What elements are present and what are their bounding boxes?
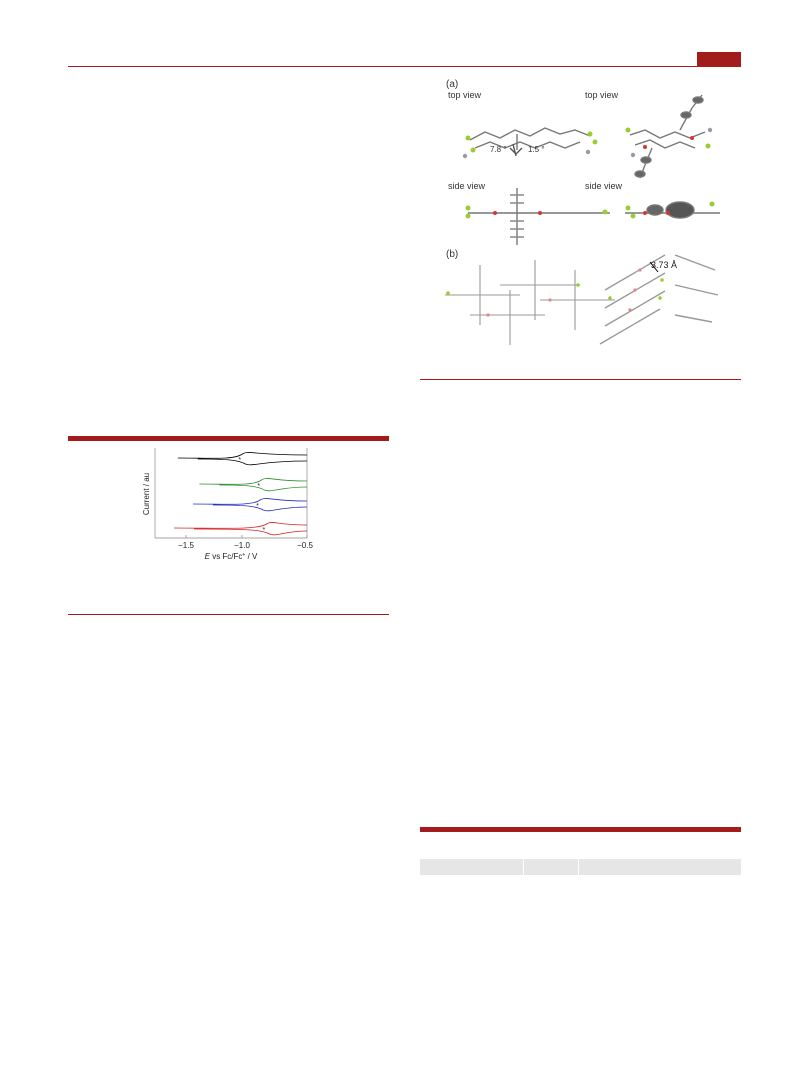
angle-left-label: 7.8 ° [490,145,507,154]
table-header-row [420,859,741,875]
cv-peak-marker: * [262,527,266,534]
figure-top-rule-left [68,436,389,441]
cv-series-line [193,498,307,510]
packing-left [445,260,615,345]
cv-chart [130,446,330,566]
cv-series-line [199,478,307,490]
cv-tick-label: −0.5 [297,541,313,550]
crystal-structure-figure [440,90,745,360]
table-top-rule [420,827,741,832]
header-rule [68,66,741,67]
figure-bottom-rule-right [420,379,741,380]
molecule-side-view-left [466,188,611,245]
top-view-left-label: top view [448,90,482,100]
cv-ylabel: Current / au [142,472,151,516]
panel-a-label: (a) [446,79,459,90]
molecule-top-view-right [626,95,713,178]
cv-series-line [178,452,307,464]
figure-bottom-rule-left [68,614,389,615]
cv-tick-label: −1.5 [178,541,194,550]
angle-right-label: 1.5 ° [528,145,545,154]
distance-label: 3.73 Å [651,260,678,270]
side-view-right-label: side view [585,181,623,191]
cv-tick-label: −1.0 [234,541,250,550]
side-view-left-label: side view [448,181,486,191]
cv-xlabel: E vs Fc/Fc+ / V [204,552,258,561]
molecule-side-view-right [625,202,720,219]
cv-peak-marker: * [238,457,242,464]
cv-peak-marker: * [257,483,261,490]
cv-series-group [174,452,307,534]
top-view-right-label: top view [585,90,619,100]
cv-peak-marker: * [256,503,259,510]
header-tab [697,52,741,66]
panel-b-label: (b) [446,249,459,260]
cv-series-line [174,522,307,534]
